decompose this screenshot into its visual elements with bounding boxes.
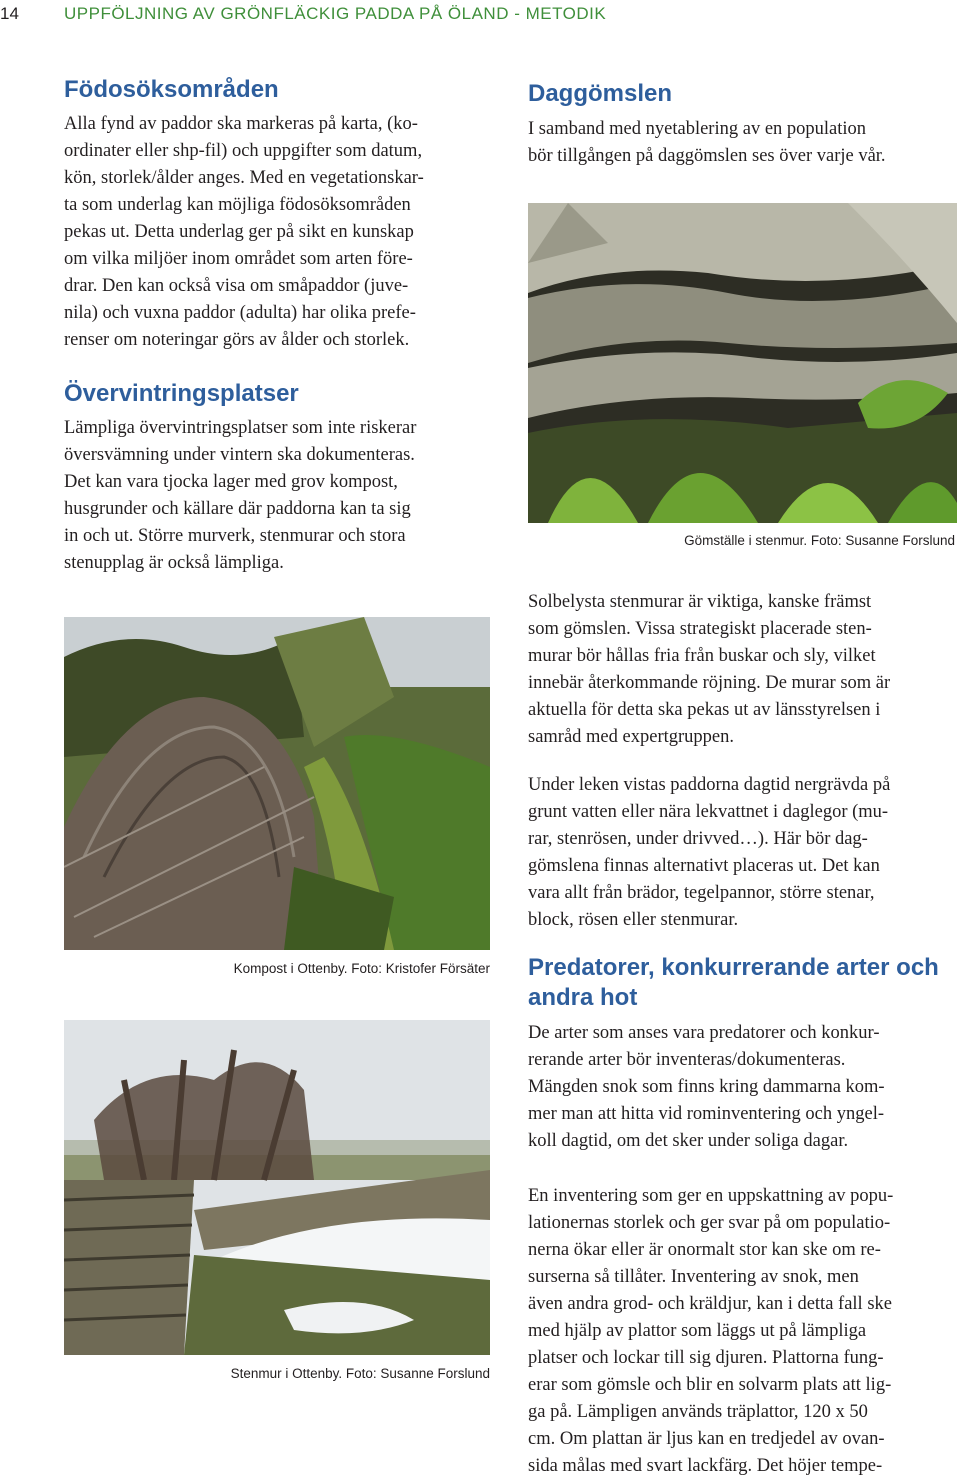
text-line: som gömslen. Vissa strategiskt placerade sten- (528, 619, 872, 639)
text-line: med hjälp av plattor som läggs ut på lämpliga (528, 1321, 867, 1341)
paragraph-daggomslen-1 (528, 589, 953, 751)
text-line: sida målas med svart lackfärg. Det höjer tempe- (528, 1456, 883, 1476)
paragraph-predatorer-1 (528, 1020, 953, 1155)
photo-stenmur-closeup (528, 203, 957, 523)
caption-stenmur-ottenby: Stenmur i Ottenby. Foto: Susanne Forslund (230, 1366, 490, 1381)
text-line: även andra grod- och kräldjur, kan i detta fall ske (528, 1294, 892, 1314)
text-line: pekas ut. Detta underlag ger på sikt en kunskap (64, 222, 414, 242)
section-title-daggomslen: Daggömslen (528, 80, 673, 107)
text-line: Lämpliga övervintringsplatser som inte riskerar (64, 418, 417, 438)
text-line: Det kan vara tjocka lager med grov kompost, (64, 472, 398, 492)
caption-stenmur-closeup: Gömställe i stenmur. Foto: Susanne Forslund (684, 533, 955, 548)
text-line: ordinater eller shp-fil) och uppgifter som datum, (64, 141, 423, 161)
photo-stenmur-ottenby (64, 1020, 490, 1355)
text-line: En inventering som ger en uppskattning av popu- (528, 1186, 894, 1206)
text-line: grunt vatten eller nära lekvattnet i daglegor (mu- (528, 802, 889, 822)
text-line: Solbelysta stenmurar är viktiga, kanske främst (528, 592, 872, 612)
section-title-predatorer-line2: andra hot (528, 984, 638, 1011)
paragraph-daggomslen-intro (528, 116, 953, 170)
text-line: översvämning under vintern ska dokumenteras. (64, 445, 415, 465)
text-line: De arter som anses vara predatorer och konkur- (528, 1023, 880, 1043)
text-line: block, rösen eller stenmurar. (528, 910, 739, 930)
section-title-fodosok: Födosöksområden (64, 76, 279, 103)
text-line: bör tillgången på daggömslen ses över varje vår. (528, 146, 886, 166)
text-line: innebär återkommande röjning. De murar som är (528, 673, 891, 693)
section-title-overvintring: Övervintringsplatser (64, 380, 299, 407)
page-number: 14 (0, 4, 19, 23)
paragraph-overvintring (64, 415, 494, 577)
text-line: samråd med expertgruppen. (528, 727, 734, 747)
paragraph-predatorer-2 (528, 1183, 953, 1480)
text-line: murar bör hållas fria från buskar och sly, vilket (528, 646, 876, 666)
running-title: UPPFÖLJNING AV GRÖNFLÄCKIG PADDA PÅ ÖLAND - METODIK (64, 4, 607, 23)
text-line: in och ut. Större murverk, stenmurar och stora (64, 526, 406, 546)
text-line: erar som gömsle och blir en solvarm plats att lig- (528, 1375, 892, 1395)
text-line: I samband med nyetablering av en population (528, 119, 867, 139)
text-line: mer man att hitta vid rominventering och yngel- (528, 1104, 885, 1124)
text-line: lationernas storlek och ger svar på om populatio- (528, 1213, 891, 1233)
text-line: ga på. Lämpligen används träplattor, 120 x 50 (528, 1402, 868, 1422)
text-line: aktuella för detta ska pekas ut av länsstyrelsen i (528, 700, 881, 720)
text-line: stenupplag är också lämpliga. (64, 553, 284, 573)
text-line: nerna ökar eller är onormalt stor kan ske om re- (528, 1240, 881, 1260)
text-line: vara allt från brädor, tegelpannor, större stenar, (528, 883, 875, 903)
paragraph-fodosok (64, 111, 494, 354)
text-line: kön, storlek/ålder anges. Med en vegetationskar- (64, 168, 424, 188)
text-line: platser och lockar till sig djuren. Plattorna fung- (528, 1348, 884, 1368)
paragraph-daggomslen-2 (528, 772, 953, 934)
section-title-predatorer-line1: Predatorer, konkurrerande arter och (528, 954, 939, 981)
text-line: husgrunder och källare där paddorna kan ta sig (64, 499, 411, 519)
text-line: renser om noteringar görs av ålder och storlek. (64, 330, 410, 350)
text-line: Mängden snok som finns kring dammarna kom- (528, 1077, 885, 1097)
section-title-predatorer (528, 953, 948, 1013)
text-line: drar. Den kan också visa om småpaddor (juve- (64, 276, 409, 296)
text-line: nila) och vuxna paddor (adulta) har olika prefe- (64, 303, 416, 323)
text-line: rerande arter bör inventeras/dokumenteras. (528, 1050, 846, 1070)
text-line: gömslena finnas alternativt placeras ut. Det kan (528, 856, 880, 876)
caption-kompost: Kompost i Ottenby. Foto: Kristofer Försäter (233, 961, 490, 976)
text-line: cm. Om plattan är ljus kan en tredjedel av ovan- (528, 1429, 885, 1449)
text-line: rar, stenrösen, under drivved…). Här bör dag- (528, 829, 868, 849)
photo-kompost (64, 617, 490, 950)
text-line: Alla fynd av paddor ska markeras på karta, (ko- (64, 114, 418, 134)
text-line: koll dagtid, om det sker under soliga dagar. (528, 1131, 849, 1151)
text-line: ta som underlag kan möjliga födosöksområden (64, 195, 411, 215)
text-line: Under leken vistas paddorna dagtid nergrävda på (528, 775, 891, 795)
text-line: om vilka miljöer inom området som arten före- (64, 249, 413, 269)
text-line: surserna så tillåter. Inventering av snok, men (528, 1267, 859, 1287)
